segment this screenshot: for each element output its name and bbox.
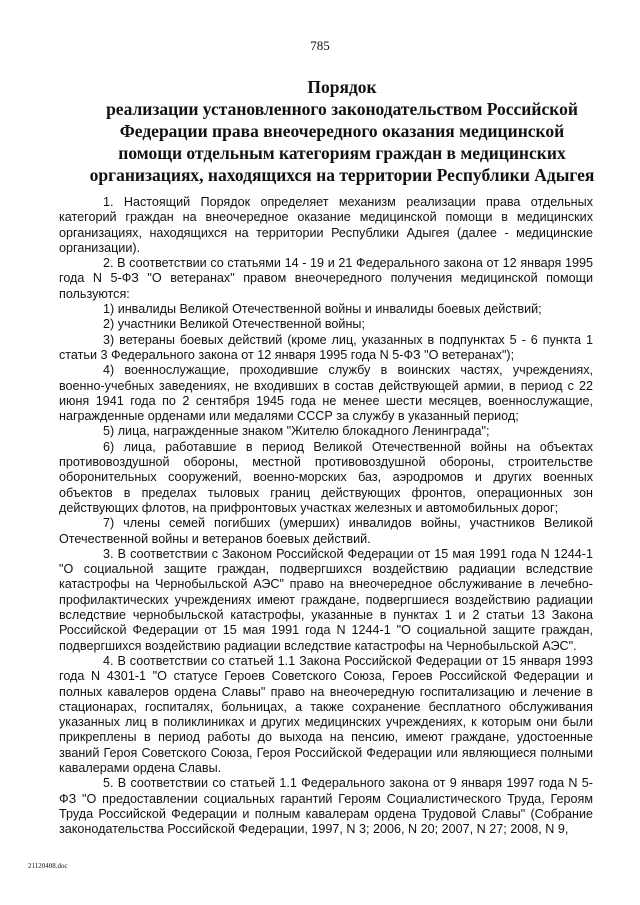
title-line: организациях, находящихся на территории Республики Адыгея (89, 165, 595, 185)
list-item-7: 7) члены семей погибших (умерших) инвалидов войны, участников Великой Отечественной войны и ветеранов боевых действий. (59, 516, 593, 546)
paragraph-3: 3. В соответствии с Законом Российской Федерации от 15 мая 1991 года N 1244-1 "О социальной защите граждан, подвергшихся воздействию радиации вследствие катастрофы на Чернобыльской АЭС" право на внеочередное обслуживание в лечебно-профилактических учреждениях имеют граждане, подвергшиеся воздействию радиации вследствие чернобыльской катастрофы, указанные в пунктах 1 и 2 статьи 13 Закона Российской Федерации от 15 мая 1991 года N 1244-1 "О социальной защите граждан, подвергшихся воздействию радиации вследствие катастрофы на Чернобыльской АЭС". (59, 546, 593, 653)
title-line: Федерации права внеочередного оказания медицинской (119, 121, 565, 141)
list-item-6: 6) лица, работавшие в период Великой Отечественной войны на объектах противовоздушной обороны, местной противовоздушной обороны, строительстве оборонительных сооружений, военно-морских баз, аэродромов и других военных объектов в пределах тыловых границ действующих фронтов, операционных зон действующих флотов, на прифронтовых участках железных и автомобильных дорог; (59, 439, 593, 515)
list-item-2: 2) участники Великой Отечественной войны; (103, 317, 365, 332)
list-item-5: 5) лица, награжденные знаком "Жителю блокадного Ленинграда"; (103, 424, 490, 439)
paragraph-5: 5. В соответствии со статьей 1.1 Федерального закона от 9 января 1997 года N 5-ФЗ "О предоставлении социальных гарантий Героям Социалистического Труда, Героям Труда Российской Федерации и полным кавалерам ордена Трудовой Славы" (Собрание законодательства Российской Федерации, 1997, N 3; 2006, N 20; 2007, N 27; 2008, N 9, (59, 776, 593, 837)
title-line: реализации установленного законодательством Российской (106, 99, 578, 119)
list-item-1: 1) инвалиды Великой Отечественной войны и инвалиды боевых действий; (103, 302, 542, 317)
document-body (59, 195, 593, 837)
list-item-3: 3) ветераны боевых действий (кроме лиц, указанных в подпунктах 5 - 6 пункта 1 статьи 3 Федерального закона от 12 января 1995 года N 5-ФЗ "О ветеранах"); (59, 332, 593, 362)
footer-file-code: 21120408.doc (28, 862, 68, 870)
paragraph-2: 2. В соответствии со статьями 14 - 19 и 21 Федерального закона от 12 января 1995 года N 5-ФЗ "О ветеранах" правом внеочередного получения медицинской помощи пользуются: (59, 256, 593, 301)
page-number: 785 (310, 38, 330, 53)
paragraph-4: 4. В соответствии со статьей 1.1 Закона Российской Федерации от 15 января 1993 года N 4301-1 "О статусе Героев Советского Союза, Героев Российской Федерации и полных кавалеров ордена Славы" право на внеочередную госпитализацию и лечение в стационарах, госпиталях, больницах, а также сохранение бесплатного обслуживания указанных лиц в поликлиниках и других медицинских учреждениях, к которым они были прикреплены в период работы до выхода на пенсию, имеют граждане, удостоенные званий Героя Советского Союза, Героя Российской Федерации или являющиеся полными кавалерами ордена Славы. (59, 653, 593, 775)
list-item-4: 4) военнослужащие, проходившие службу в воинских частях, учреждениях, военно-учебных заведениях, не входивших в состав действующей армии, в период с 22 июня 1941 года по 2 сентября 1945 года не менее шести месяцев, военнослужащие, награжденные орденами или медалями СССР за службу в указанный период; (59, 363, 593, 424)
paragraph-1: 1. Настоящий Порядок определяет механизм реализации права отдельных категорий граждан на внеочередное оказание медицинской помощи в медицинских организациях, находящихся на территории Республики Адыгея (далее - медицинские организации). (59, 195, 593, 255)
document-title (50, 76, 634, 186)
title-line: помощи отдельным категориям граждан в медицинских (118, 143, 566, 163)
title-line: Порядок (307, 77, 377, 97)
